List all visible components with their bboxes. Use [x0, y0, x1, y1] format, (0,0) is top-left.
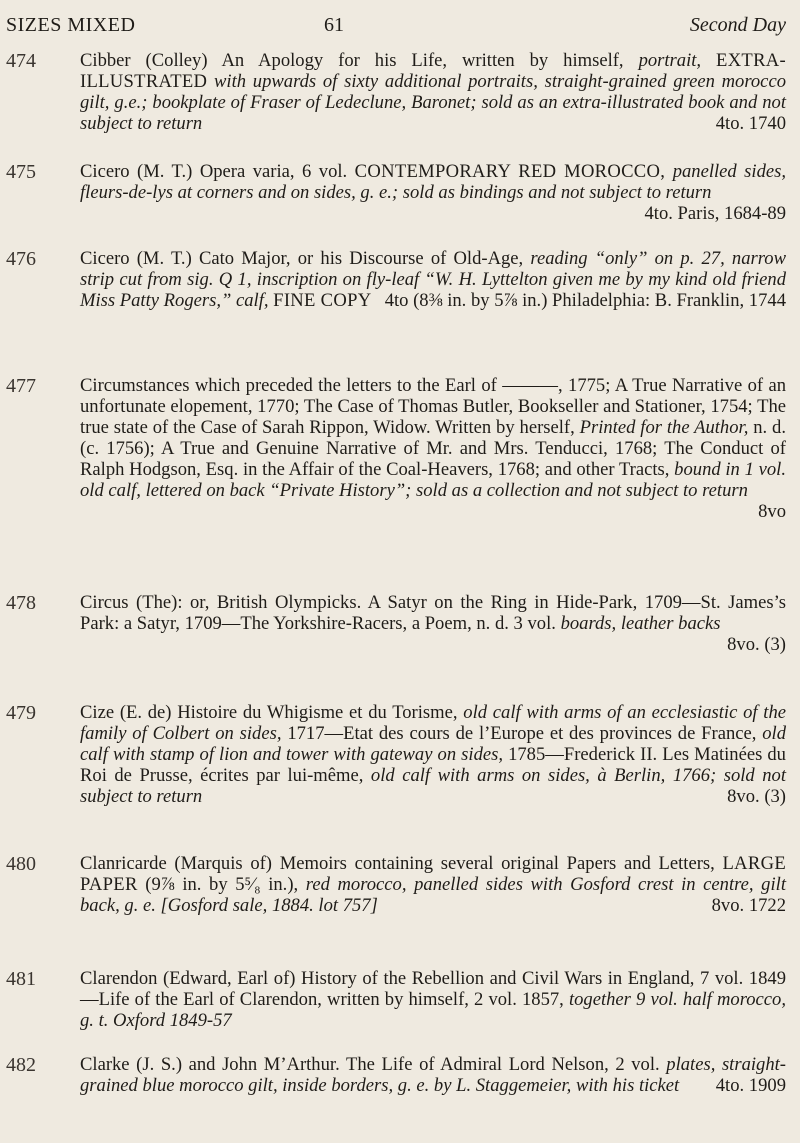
lot-title: Cicero (M. T.) Cato Major, or his Discourse of Old-Age, [80, 248, 524, 269]
page-header [6, 14, 786, 42]
lot-size: (9⅞ in. by 5⁵⁄₈ in.), [145, 874, 299, 895]
lot-details: bound in 1 vol. old calf, lettered on back “Private History”; sold as a collection and not subject to return [80, 459, 786, 501]
lot-description [80, 1054, 786, 1096]
lot-title: Cize (E. de) Histoire du Whigisme et du Torisme, [80, 702, 458, 723]
lot-highlight: FINE COPY [273, 290, 372, 311]
lot-details: boards, leather backs [560, 613, 721, 634]
page-number: 61 [324, 14, 344, 36]
lot-details: reading “only” on p. 27, narrow strip cut from sig. Q 1, inscription on fly-leaf “W. H. Lyttelton given me by my kind old friend Miss Patty Rogers,” calf, [80, 248, 786, 311]
lot-details: together 9 vol. half morocco, g. t. Oxford 1849-57 [80, 989, 786, 1031]
lot-title: Clarke (J. S.) and John M’Arthur. The Life of Admiral Lord Nelson, 2 vol. [80, 1054, 660, 1075]
lot-highlight: CONTEMPORARY RED MOROCCO, [354, 161, 666, 182]
lot-title: Clanricarde (Marquis of) Memoirs containing several original Papers and Letters, [80, 853, 715, 874]
lot-format: 4to (8⅜ in. by 5⅞ in.) Philadelphia: B. Franklin, 1744 [384, 290, 786, 311]
lot-format: 4to. 1909 [715, 1075, 786, 1096]
lot-number: 474 [6, 50, 36, 72]
lot-format: 4to. 1740 [715, 113, 786, 134]
lot-number: 477 [6, 375, 36, 397]
lot-title: 1785—Frederick II. Les Matinées du Roi de Prusse, écrites par lui-même, [80, 744, 786, 786]
lot-description [80, 375, 786, 522]
lot-description [80, 248, 786, 311]
sale-day: Second Day [689, 14, 786, 36]
lot-format: 8vo. 1722 [711, 895, 786, 916]
lot-highlight: LARGE PAPER [80, 853, 786, 895]
lot-details: old calf with stamp of lion and tower with gateway on sides, [80, 723, 786, 765]
lot-title: Clarendon (Edward, Earl of) History of the Rebellion and Civil Wars in England, 7 vol. 1849—Life of the Earl of Clarendon, written by himself, 2 vol. 1857, [80, 968, 786, 1010]
lot-highlight: EXTRA-ILLUSTRATED [80, 50, 787, 92]
lot-number: 478 [6, 592, 36, 614]
lot-details: old calf with arms of an ecclesiastic of the family of Colbert on sides, [80, 702, 786, 744]
lot-details: panelled sides, fleurs-de-lys at corners and on sides, g. e.; sold as bindings and not subject to return [80, 161, 787, 203]
lot-description [80, 592, 786, 655]
lot-details: Printed for the Author, [579, 417, 749, 438]
lot-number: 479 [6, 702, 36, 724]
lot-description [80, 702, 786, 807]
lot-title: Cibber (Colley) An Apology for his Life, written by himself, [80, 50, 624, 71]
lot-number: 476 [6, 248, 36, 270]
lot-description [80, 968, 786, 1031]
lot-description [80, 853, 786, 916]
lot-number: 482 [6, 1054, 36, 1076]
lot-details: plates, straight-grained blue morocco gilt, inside borders, g. e. by L. Staggemeier, with his ticket [80, 1054, 786, 1096]
lot-title: n. d. (c. 1756); A True and Genuine Narrative of Mr. and Mrs. Tenducci, 1768; The Conduct of Ralph Hodgson, Esq. in the Affair of the Coal-Heavers, 1768; and other Tracts, [80, 417, 786, 480]
lot-number: 475 [6, 161, 36, 183]
lot-number: 481 [6, 968, 36, 990]
lot-description [80, 50, 786, 134]
lot-number: 480 [6, 853, 36, 875]
lot-title: Cicero (M. T.) Opera varia, 6 vol. [80, 161, 348, 182]
lot-format: 8vo [758, 501, 786, 522]
lot-details: old calf with arms on sides, à Berlin, 1766; sold not subject to return [80, 765, 786, 807]
lot-details: portrait, [638, 50, 702, 71]
lot-title: 1717—Etat des cours de l’Europe et des provinces de France, [287, 723, 757, 744]
lot-title: Circumstances which preceded the letters to the Earl of ———, 1775; A True Narrative of an unfortunate elopement, 1770; The Case of Thomas Butler, Bookseller and Stationer, 1754; The true state of the Case of Sarah Rippon, Widow. Written by herself, [80, 375, 786, 438]
lot-description [80, 161, 786, 224]
lot-format: 8vo. (3) [727, 634, 786, 655]
lot-format: 8vo. (3) [727, 786, 786, 807]
section-heading: SIZES MIXED [6, 14, 136, 36]
lot-format: 4to. Paris, 1684-89 [644, 203, 786, 224]
lot-details: red morocco, panelled sides with Gosford crest in centre, gilt back, g. e. [Gosford sale, 1884. lot 757] [80, 874, 786, 916]
lot-title: Circus (The): or, British Olympicks. A Satyr on the Ring in Hide-Park, 1709—St. James’s Park: a Satyr, 1709—The Yorkshire-Racers, a Poem, n. d. 3 vol. [80, 592, 786, 634]
lot-details: with upwards of sixty additional portraits, straight-grained green morocco gilt, g.e.; bookplate of Fraser of Ledeclune, Baronet; sold as an extra-illustrated book and not subject to return [80, 71, 786, 134]
